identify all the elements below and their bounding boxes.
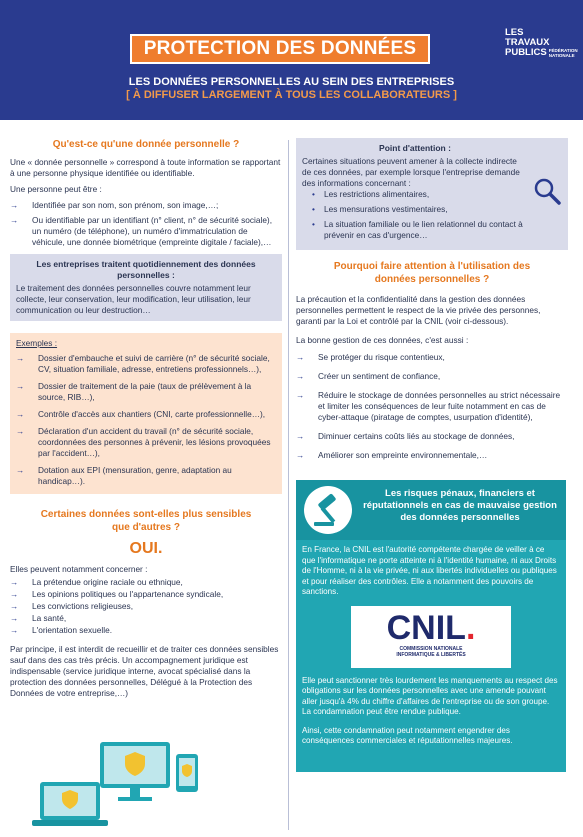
list-item: → Réduire le stockage de données personnelles au strict nécessaire et limiter les conséquences de leur fuite notamment en cas de cyber-attaque (piratage de comptes, usurpation d'identité), xyxy=(296,390,561,422)
fntp-logo xyxy=(505,27,578,58)
risks-header xyxy=(296,480,566,540)
arrow-icon: → xyxy=(296,352,305,362)
bullet-icon: • xyxy=(312,219,315,229)
arrow-icon: → xyxy=(10,577,19,587)
subtitle-diffusion: [ À DIFFUSER LARGEMENT À TOUS LES COLLABORATEURS ] xyxy=(126,89,457,101)
risks-title: Les risques pénaux, financiers et réputationnels en cas de mauvaise gestion des données personnelles xyxy=(363,488,557,523)
bullet-icon: • xyxy=(312,189,315,199)
examples-box xyxy=(10,333,282,494)
list-item: → La prétendue origine raciale ou ethnique, xyxy=(10,577,183,587)
header-banner xyxy=(0,0,583,120)
arrow-icon: → xyxy=(296,431,305,441)
question-sensitive: Certaines données sont-elles plus sensibles que d'autres ? xyxy=(40,509,252,533)
arrow-icon: → xyxy=(296,450,305,460)
cnil-logo-dot: . xyxy=(465,608,476,647)
processing-box xyxy=(10,254,282,321)
arrow-icon: → xyxy=(10,613,19,623)
page-title: PROTECTION DES DONNÉES xyxy=(130,34,430,64)
list-item: • Les restrictions alimentaires, xyxy=(312,189,430,199)
attention-list xyxy=(302,189,528,241)
list-item: • Les mensurations vestimentaires, xyxy=(312,204,448,214)
column-divider xyxy=(288,140,289,830)
sensitive-intro: Elles peuvent notamment concerner : xyxy=(10,564,148,574)
left-column xyxy=(10,138,282,699)
arrow-icon: → xyxy=(296,390,305,400)
attention-text: Certaines situations peuvent amener à la collecte indirecte de ces données, par exemple lorsque l'entreprise demande des informations concernant : xyxy=(302,156,520,188)
arrow-icon: → xyxy=(16,409,25,419)
gavel-icon xyxy=(304,486,352,534)
arrow-icon: → xyxy=(10,589,19,599)
list-item: → Se protéger du risque contentieux, xyxy=(296,352,445,362)
list-item: → La santé, xyxy=(10,613,67,623)
attention-title: Point d'attention : xyxy=(379,143,451,153)
good-management-list xyxy=(296,352,568,461)
devices-illustration xyxy=(30,740,210,832)
precaution-text: La précaution et la confidentialité dans la gestion des données personnelles permettent le respect de la vie privée des personnes, garanti par la Loi et contrôlé par la CNIL (voir ci-dessous). xyxy=(296,294,541,326)
bullet-icon: • xyxy=(312,204,315,214)
cnil-logo-sub2: INFORMATIQUE & LIBERTÉS xyxy=(396,651,466,658)
cnil-logo xyxy=(351,606,511,668)
logo-line2: PUBLICS xyxy=(505,47,547,58)
list-item: → Identifiée par son nom, son prénom, son image,…; xyxy=(10,200,219,210)
risks-box xyxy=(296,480,566,772)
list-item: → Ou identifiable par un identifiant (n° client, n° de sécurité sociale), un numéro (de téléphone), un numéro d'immatriculation de véhicule, une donnée biométrique (empreinte digitale / faciale),… xyxy=(10,215,273,247)
answer-oui: OUI. xyxy=(129,540,163,557)
magnifier-icon xyxy=(532,176,562,206)
list-item: → Dossier d'embauche et suivi de carrière (n° de sécurité sociale, CV, situation familiale, adresse, entretiens professionnels…), xyxy=(16,353,270,374)
examples-list xyxy=(16,353,276,487)
list-item: → Dotation aux EPI (mensuration, genre, adaptation au handicap…). xyxy=(16,465,232,486)
attention-box xyxy=(296,138,568,250)
cnil-consequence-text: Ainsi, cette condamnation peut notamment engendrer des conséquences commerciales et réputationnelles majeures. xyxy=(302,725,513,745)
list-item: → Les convictions religieuses, xyxy=(10,601,133,611)
arrow-icon: → xyxy=(16,426,25,436)
right-column xyxy=(296,138,568,469)
arrow-icon: → xyxy=(10,215,19,225)
cnil-sanction-text: Elle peut sanctionner très lourdement les manquements au respect des obligations sur les données personnelles avec une amende pouvant aller jusqu'à 4% du chiffre d'affaires de l'entreprise ou de son groupe. La condamnation peut être rendue publique. xyxy=(302,675,558,716)
logo-small: FÉDÉRATION NATIONALE xyxy=(548,48,578,58)
examples-title: Exemples : xyxy=(16,338,58,348)
principle-text: Par principe, il est interdit de recueillir et de traiter ces données sensibles sauf dans des cas très précis. Un accompagnement juridique est indispensable (service juridique interne, avocat spécialisé dans la protection des données personnelles, Délégué à la Protection des Données de votre entreprise,…) xyxy=(10,644,279,698)
cnil-logo-word: CNIL xyxy=(386,608,466,647)
arrow-icon: → xyxy=(296,371,305,381)
processing-title: Les entreprises traitent quotidiennement des données personnelles : xyxy=(36,259,256,280)
cnil-authority-text: En France, la CNIL est l'autorité compétente chargée de veiller à ce que l'informatique ne porte atteinte ni à l'identité humaine, ni aux Droits de l'Homme, ni à la vie privée, ni aux libertés individuelles ou publiques et pour réaliser des contrôles. Elle a notamment des pouvoirs de sanctions. xyxy=(302,545,557,596)
sensitive-list xyxy=(10,577,282,636)
arrow-icon: → xyxy=(10,601,19,611)
list-item: → Contrôle d'accès aux chantiers (CNI, carte professionnelle…), xyxy=(16,409,266,419)
subtitle: LES DONNÉES PERSONNELLES AU SEIN DES ENTREPRISES xyxy=(128,76,455,88)
arrow-icon: → xyxy=(10,625,19,635)
definition-text: Une « donnée personnelle » correspond à toute information se rapportant à une personne physique identifiée ou identifiable. xyxy=(10,157,281,178)
arrow-icon: → xyxy=(16,465,25,475)
list-item: → Dossier de traitement de la paie (taux de prélèvement à la source, RIB…), xyxy=(16,381,252,402)
list-item: → Améliorer son empreinte environnementale,… xyxy=(296,450,488,460)
question-why: Pourquoi faire attention à l'utilisation des données personnelles ? xyxy=(333,261,531,285)
list-item: → Créer un sentiment de confiance, xyxy=(296,371,441,381)
list-item: → L'orientation sexuelle. xyxy=(10,625,112,635)
arrow-icon: → xyxy=(16,381,25,391)
cnil-logo-sub1: COMMISSION NATIONALE xyxy=(399,645,463,652)
list-item: • La situation familiale ou le lien relationnel du contact à prévenir en cas d'urgence… xyxy=(312,219,523,240)
logo-line1: LES TRAVAUX xyxy=(505,27,550,48)
person-list xyxy=(10,200,282,248)
good-management-intro: La bonne gestion de ces données, c'est aussi : xyxy=(296,335,469,345)
person-intro: Une personne peut être : xyxy=(10,184,102,194)
list-item: → Les opinions politiques ou l'appartenance syndicale, xyxy=(10,589,224,599)
arrow-icon: → xyxy=(10,200,19,210)
arrow-icon: → xyxy=(16,353,25,363)
question-what-is: Qu'est-ce qu'une donnée personnelle ? xyxy=(52,139,240,150)
list-item: → Diminuer certains coûts liés au stockage de données, xyxy=(296,431,515,441)
list-item: → Déclaration d'un accident du travail (n° de sécurité sociale, coordonnées des personnes à prévenir, les lésions provoquées par l'accident…), xyxy=(16,426,271,458)
processing-text: Le traitement des données personnelles couvre notamment leur collecte, leur conservation, leur modification, leur utilisation, leur communication ou leur destruction… xyxy=(16,283,251,315)
